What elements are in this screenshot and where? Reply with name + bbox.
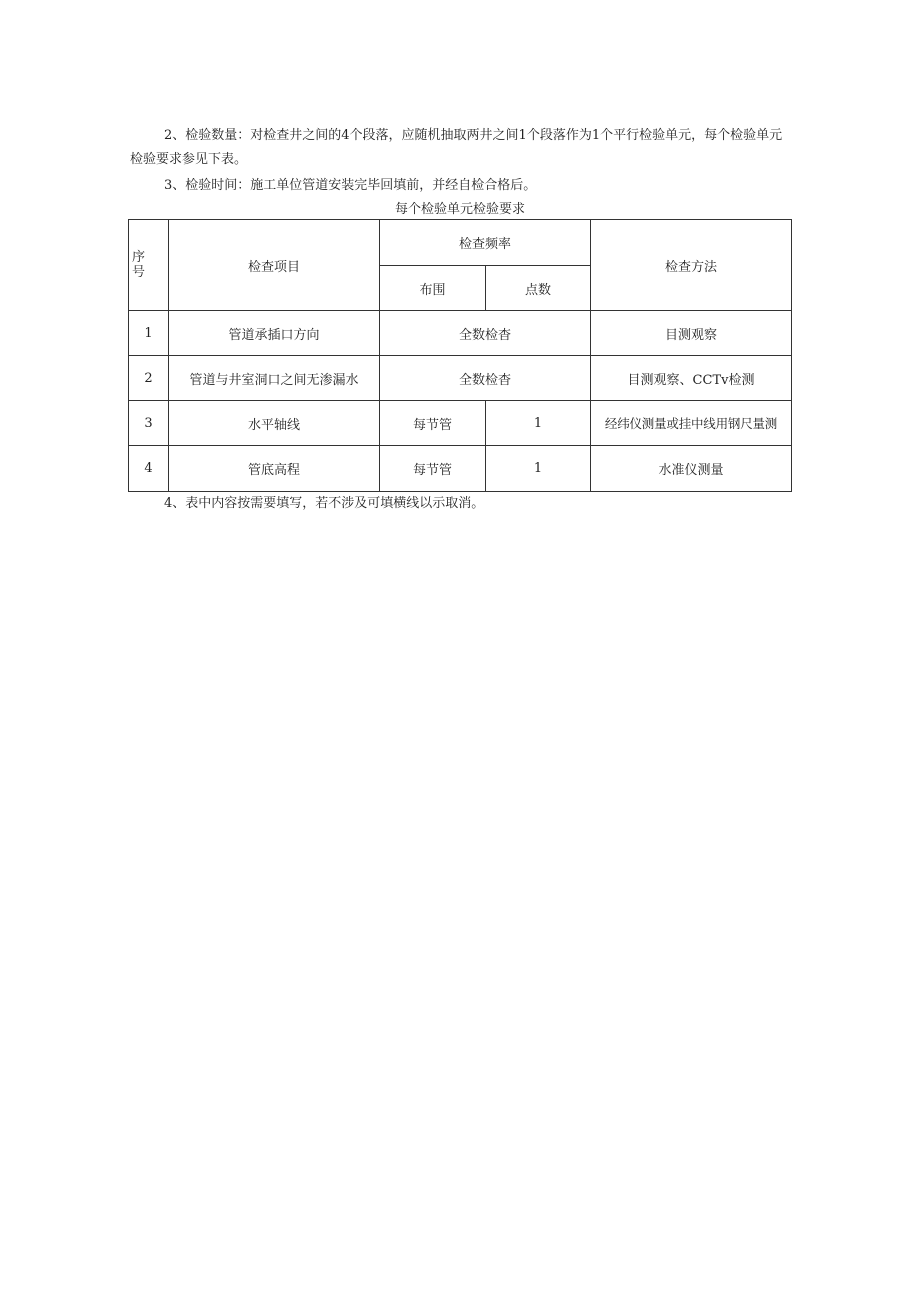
table-row (129, 446, 792, 492)
cell-frequency: 全数检杳 (380, 356, 591, 401)
cell-method: 经纬仪测量或挂中线用钢尺量测 (591, 401, 792, 446)
cell-frequency: 全数检杳 (380, 311, 591, 356)
paragraph-inspection-quantity: 2、检验数量：对检查井之间的4个段落，应随机抽取两井之间1个段落作为1个平行检验单元，每个检验单元检验要求参见下表。 (130, 128, 783, 167)
cell-points: 1 (486, 401, 591, 446)
cell-method: 水准仪测量 (591, 446, 792, 492)
cell-item: 管底高程 (169, 446, 380, 492)
header-points: 点数 (486, 266, 591, 311)
cell-method: 目测观察、CCTv检测 (591, 356, 792, 401)
header-seq-line1: 序 (132, 250, 146, 265)
cell-seq: 3 (129, 401, 169, 446)
table-header-row (129, 220, 792, 266)
header-seq-line2: 号 (132, 265, 146, 280)
table-row (129, 401, 792, 446)
header-seq (129, 220, 169, 311)
cell-method: 目测观察 (591, 311, 792, 356)
cell-item: 管道承插口方向 (169, 311, 380, 356)
cell-seq: 4 (129, 446, 169, 492)
cell-scope: 每节管 (380, 446, 486, 492)
cell-scope: 每节管 (380, 401, 486, 446)
cell-item: 管道与井室洞口之间无渗漏水 (169, 356, 380, 401)
cell-points: 1 (486, 446, 591, 492)
paragraph-inspection-time: 3、检验时间：施工单位管道安装完毕回填前，并经自检合格后。 (164, 178, 537, 193)
inspection-requirements-table (128, 219, 792, 492)
header-frequency: 检查频率 (380, 220, 591, 266)
cell-item: 水平轴线 (169, 401, 380, 446)
header-scope: 布围 (380, 266, 486, 311)
header-item: 检查项目 (169, 220, 380, 311)
cell-seq: 1 (129, 311, 169, 356)
table-row (129, 311, 792, 356)
cell-seq: 2 (129, 356, 169, 401)
table-title: 每个检验单元检验要求 (394, 202, 525, 217)
header-method: 检查方法 (591, 220, 792, 311)
table-row (129, 356, 792, 401)
paragraph-fill-note: 4、表中内容按需要填写，若不涉及可填横线以示取消。 (164, 496, 485, 511)
